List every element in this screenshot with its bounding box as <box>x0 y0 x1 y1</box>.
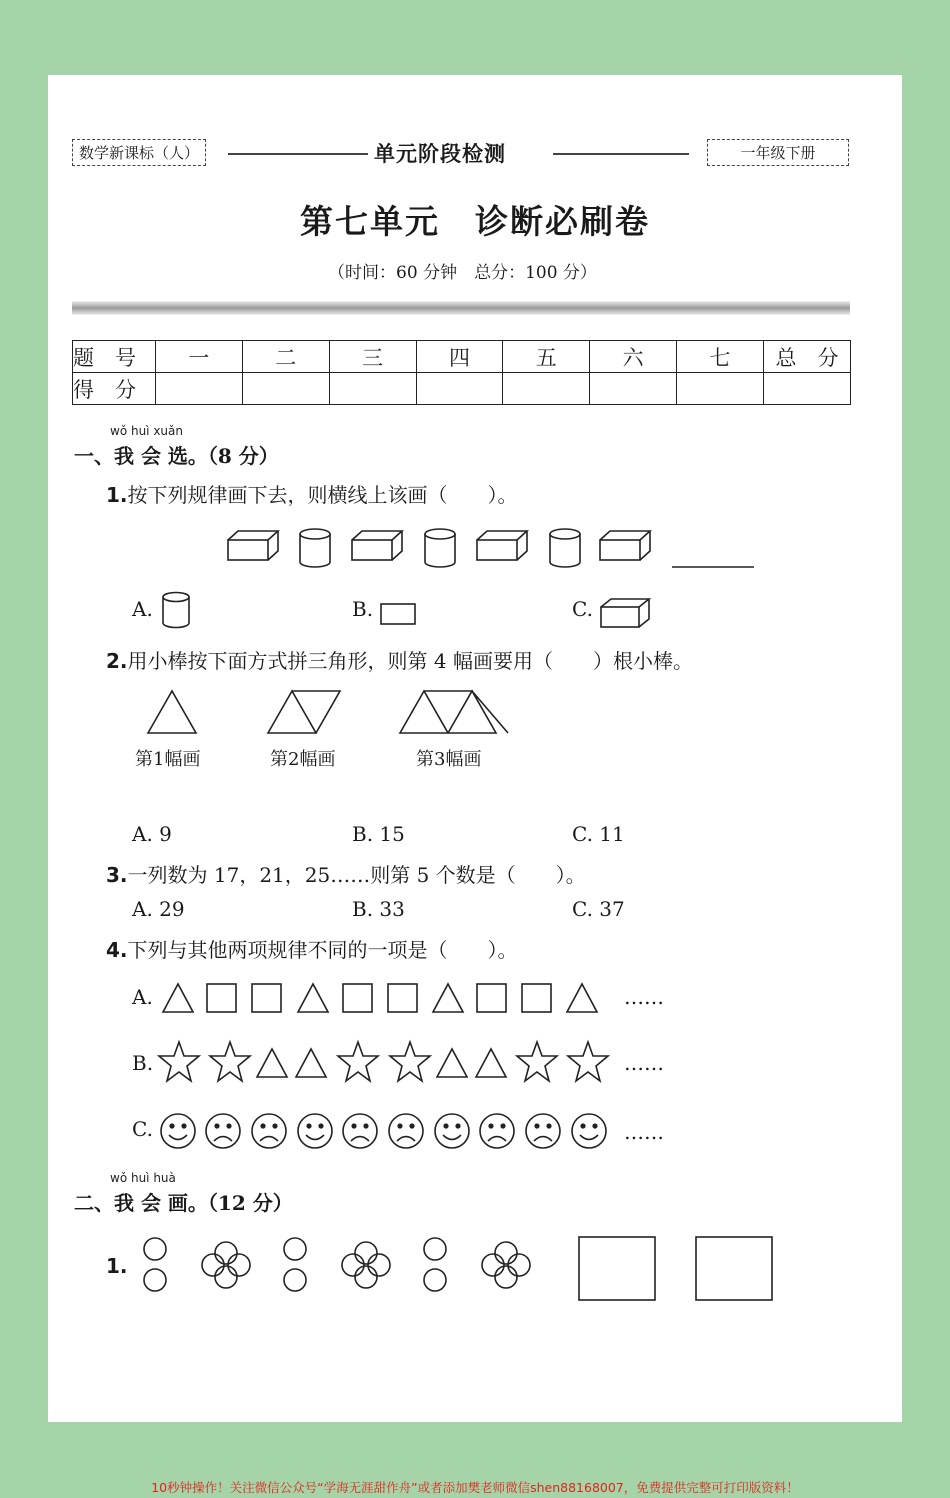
question-number: 4. <box>106 938 128 962</box>
q2-option-b[interactable]: B. 15 <box>352 822 405 846</box>
figure-caption-3: 第3幅画 <box>416 749 482 770</box>
header-banner: 单元阶段检测 <box>374 142 506 166</box>
grade-label: 一年级下册 <box>707 139 849 166</box>
question-number: 2. <box>106 649 128 673</box>
table-label-score: 得 分 <box>73 373 156 405</box>
question-number: 1. <box>106 1254 128 1278</box>
figure-caption-2: 第2幅画 <box>270 749 336 770</box>
two-circles-icon <box>144 1238 166 1291</box>
table-header-cell: 七 <box>677 341 764 373</box>
q1-option-b[interactable]: B. <box>352 597 374 621</box>
question-text: 下列与其他两项规律不同的一项是（ ）。 <box>127 938 518 962</box>
four-circles-icon <box>342 1242 390 1288</box>
four-circles-icon <box>202 1242 250 1288</box>
table-header-cell: 五 <box>503 341 590 373</box>
question-number: 3. <box>106 863 128 887</box>
section1-pinyin: wǒ huì xuǎn <box>110 424 183 438</box>
q4-option-c[interactable]: C. <box>132 1117 153 1141</box>
q3-option-b[interactable]: B. 33 <box>352 897 405 921</box>
question-text: 用小棒按下面方式拼三角形，则第 4 幅画要用（ ）根小棒。 <box>127 649 693 673</box>
drawing-answer-box <box>696 1237 772 1300</box>
two-circles-icon <box>284 1238 306 1291</box>
table-header-cell: 四 <box>416 341 503 373</box>
ellipsis: …… <box>624 985 664 1009</box>
q4-option-b[interactable]: B. <box>132 1051 154 1075</box>
drawing-answer-box <box>579 1237 655 1300</box>
q2-option-a[interactable]: A. 9 <box>132 822 172 846</box>
q1-option-a[interactable]: A. <box>132 597 153 621</box>
question-text: 按下列规律画下去，则横线上该画（ ）。 <box>127 483 518 507</box>
table-header-cell: 六 <box>590 341 677 373</box>
q3-option-a[interactable]: A. 29 <box>132 897 185 921</box>
four-circles-icon <box>482 1242 530 1288</box>
ellipsis: …… <box>624 1120 664 1144</box>
question-text: 一列数为 17，21，25……则第 5 个数是（ ）。 <box>127 863 586 887</box>
table-header-cell: 一 <box>156 341 243 373</box>
question-number: 1. <box>106 483 128 507</box>
q3-option-c[interactable]: C. 37 <box>572 897 625 921</box>
q2-option-c[interactable]: C. 11 <box>572 822 625 846</box>
table-header-cell: 三 <box>329 341 416 373</box>
table-header-cell: 二 <box>242 341 329 373</box>
page-title: 第七单元 诊断必刷卷 <box>300 202 650 241</box>
section1-title: 一、我 会 选。（8 分） <box>74 444 279 468</box>
q1-option-c[interactable]: C. <box>572 597 593 621</box>
section2-pinyin: wǒ huì huà <box>110 1171 176 1185</box>
figure-caption-1: 第1幅画 <box>135 749 201 770</box>
two-circles-icon <box>424 1238 446 1291</box>
q4-option-a[interactable]: A. <box>132 985 153 1009</box>
table-label-question: 题 号 <box>73 341 156 373</box>
page-subtitle: （时间：60 分钟 总分：100 分） <box>328 263 597 283</box>
footer-notice: 10秒钟操作！关注微信公众号“学海无涯甜作舟”或者添加樊老师微信shen88168007，免费提供完整可打印版资料！ <box>151 1480 799 1495</box>
ellipsis: …… <box>624 1051 664 1075</box>
section2-title: 二、我 会 画。（12 分） <box>74 1191 293 1215</box>
curriculum-label: 数学新课标（人） <box>72 139 206 166</box>
table-header-total: 总 分 <box>764 341 851 373</box>
